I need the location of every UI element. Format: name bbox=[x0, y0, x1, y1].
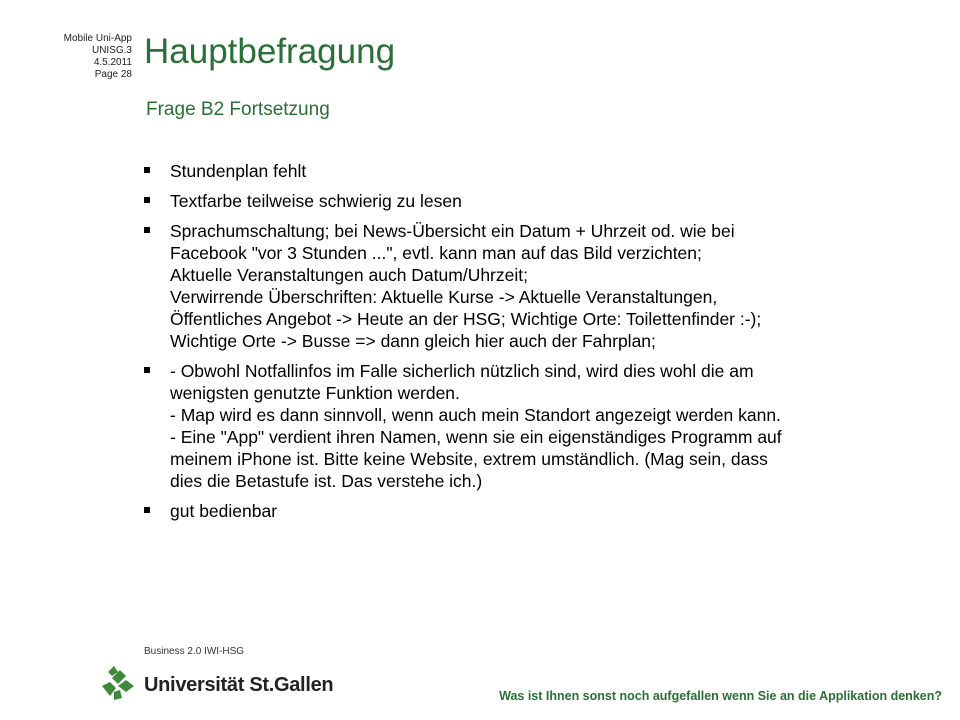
bullet-line: - Eine "App" verdient ihren Namen, wenn sie ein eigenständiges Programm auf bbox=[170, 427, 782, 447]
slide-subtitle: Frage B2 Fortsetzung bbox=[146, 99, 330, 120]
university-logo bbox=[96, 640, 334, 710]
bullet-item bbox=[142, 220, 932, 352]
bullet-line: Sprachumschaltung; bei News-Übersicht ein Datum + Uhrzeit od. wie bei bbox=[170, 221, 735, 241]
square-bullet-icon bbox=[144, 197, 150, 203]
square-bullet-icon bbox=[144, 227, 150, 233]
bullet-line: Öffentliches Angebot -> Heute an der HSG; Wichtige Orte: Toilettenfinder :-); bbox=[170, 309, 762, 329]
meta-page: Page 28 bbox=[94, 69, 132, 80]
meta-date: 4.5.2011 bbox=[93, 57, 132, 68]
bullet-line: - Map wird es dann sinnvoll, wenn auch mein Standort angezeigt werden kann. bbox=[170, 405, 781, 425]
bullet-line: gut bedienbar bbox=[170, 501, 278, 521]
slide-title: Hauptbefragung bbox=[144, 32, 396, 71]
bullet-line: Textfarbe teilweise schwierig zu lesen bbox=[170, 191, 462, 211]
bullet-item bbox=[142, 160, 932, 182]
bullet-list bbox=[142, 160, 932, 530]
logo-tagline: Business 2.0 IWI-HSG bbox=[144, 646, 245, 657]
bullet-line: Stundenplan fehlt bbox=[170, 161, 307, 181]
bullet-line: meinem iPhone ist. Bitte keine Website, extrem umständlich. (Mag sein, dass bbox=[170, 449, 768, 469]
bullet-line: dies die Betastufe ist. Das verstehe ich.) bbox=[170, 471, 483, 491]
university-logo-icon bbox=[96, 662, 136, 702]
square-bullet-icon bbox=[144, 167, 150, 173]
bullet-line: - Obwohl Notfallinfos im Falle sicherlich nützlich sind, wird dies wohl die am bbox=[170, 361, 754, 381]
square-bullet-icon bbox=[144, 507, 150, 513]
bullet-line: Verwirrende Überschriften: Aktuelle Kurse -> Aktuelle Veranstaltungen, bbox=[170, 287, 718, 307]
bullet-item bbox=[142, 190, 932, 212]
bullet-item bbox=[142, 360, 932, 492]
bullet-line: Wichtige Orte -> Busse => dann gleich hier auch der Fahrplan; bbox=[170, 331, 656, 351]
bullet-item bbox=[142, 500, 932, 522]
bullet-line: Facebook "vor 3 Stunden ...", evtl. kann man auf das Bild verzichten; bbox=[170, 243, 702, 263]
meta-project: Mobile Uni-App bbox=[63, 33, 132, 44]
bullet-line: wenigsten genutzte Funktion werden. bbox=[170, 383, 460, 403]
logo-university-name: Universität St.Gallen bbox=[144, 674, 334, 696]
bullet-line: Aktuelle Veranstaltungen auch Datum/Uhrzeit; bbox=[170, 265, 528, 285]
slide-meta bbox=[40, 33, 132, 81]
footer-question: Was ist Ihnen sonst noch aufgefallen wenn Sie an die Applikation denken? bbox=[499, 689, 942, 703]
meta-code: UNISG.3 bbox=[91, 45, 132, 56]
square-bullet-icon bbox=[144, 367, 150, 373]
